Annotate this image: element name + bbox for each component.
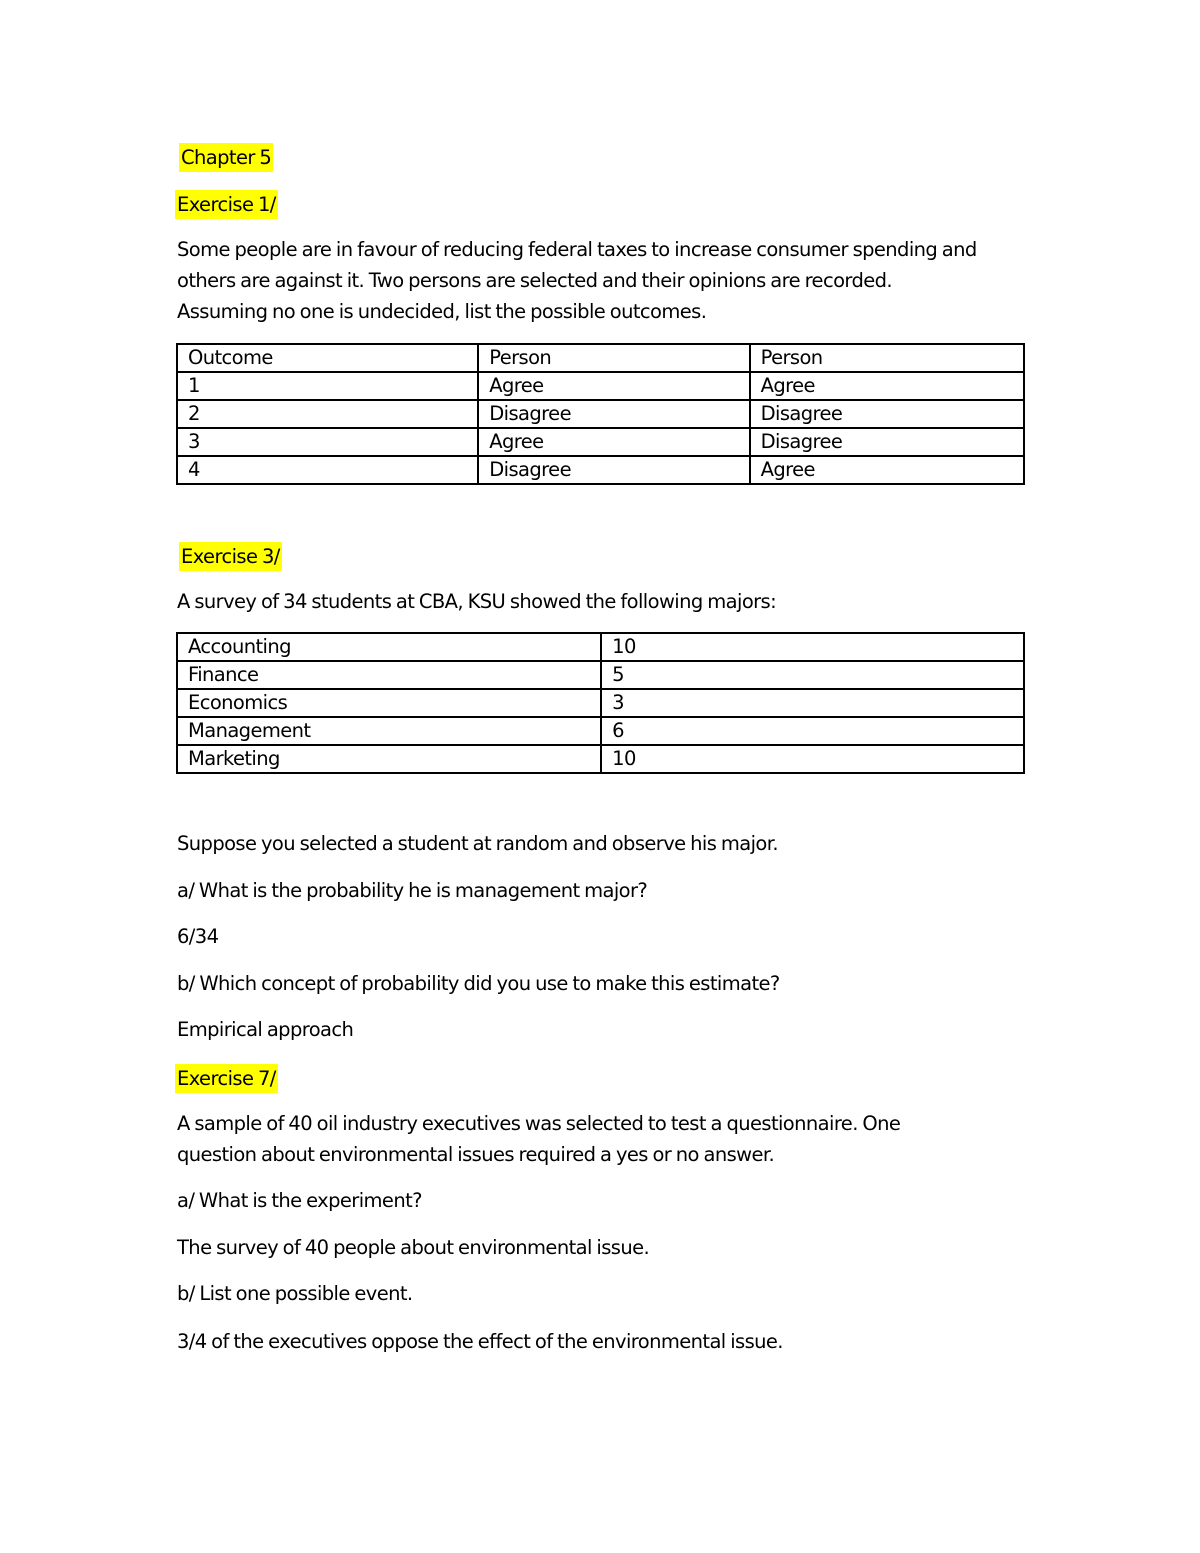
table-row: [177, 633, 1024, 661]
major-name: Management: [177, 717, 601, 745]
major-name: Economics: [177, 689, 601, 717]
exercise3-prompt: Suppose you selected a student at random and observe his major.: [177, 832, 778, 855]
table-header-row: [177, 344, 1024, 372]
table-cell: Agree: [478, 372, 749, 400]
major-count: 6: [601, 717, 1024, 745]
major-name: Finance: [177, 661, 601, 689]
table-cell: 4: [177, 456, 478, 484]
exercise1-text-line: Assuming no one is undecided, list the possible outcomes.: [177, 300, 707, 323]
answer-a: 6/34: [177, 925, 219, 948]
header-cell: Outcome: [177, 344, 478, 372]
header-cell: Person: [478, 344, 749, 372]
question-a: a/ What is the probability he is management major?: [177, 879, 648, 902]
table-cell: Agree: [750, 456, 1024, 484]
question-b: b/ Which concept of probability did you use to make this estimate?: [177, 972, 780, 995]
major-count: 10: [601, 745, 1024, 773]
table-row: [177, 717, 1024, 745]
answer-b: 3/4 of the executives oppose the effect of the environmental issue.: [177, 1330, 783, 1353]
exercise7-text-line: question about environmental issues required a yes or no answer.: [177, 1143, 775, 1166]
major-name: Accounting: [177, 633, 601, 661]
table-row: [177, 661, 1024, 689]
table-row: [177, 400, 1024, 428]
exercise1-text-line: Some people are in favour of reducing federal taxes to increase consumer spending and: [177, 238, 977, 261]
answer-b: Empirical approach: [177, 1018, 354, 1041]
table-cell: 2: [177, 400, 478, 428]
major-count: 10: [601, 633, 1024, 661]
exercise3-heading: Exercise 3/: [181, 542, 282, 571]
exercise7-heading: Exercise 7/: [177, 1064, 278, 1093]
exercise1-heading: Exercise 1/: [177, 190, 278, 219]
table-cell: Disagree: [750, 428, 1024, 456]
outcomes-table: [176, 343, 1025, 485]
table-row: [177, 689, 1024, 717]
table-cell: Disagree: [478, 400, 749, 428]
chapter-heading: Chapter 5: [181, 143, 273, 172]
question-b: b/ List one possible event.: [177, 1282, 413, 1305]
major-name: Marketing: [177, 745, 601, 773]
answer-a: The survey of 40 people about environmental issue.: [177, 1236, 650, 1259]
table-row: [177, 456, 1024, 484]
question-a: a/ What is the experiment?: [177, 1189, 422, 1212]
majors-table: [176, 632, 1025, 774]
table-cell: Disagree: [750, 400, 1024, 428]
table-cell: 1: [177, 372, 478, 400]
table-row: [177, 745, 1024, 773]
table-cell: 3: [177, 428, 478, 456]
exercise1-text-line: others are against it. Two persons are selected and their opinions are recorded.: [177, 269, 893, 292]
table-cell: Agree: [478, 428, 749, 456]
table-cell: Agree: [750, 372, 1024, 400]
table-row: [177, 428, 1024, 456]
major-count: 5: [601, 661, 1024, 689]
exercise3-intro: A survey of 34 students at CBA, KSU showed the following majors:: [177, 590, 777, 613]
major-count: 3: [601, 689, 1024, 717]
exercise7-text-line: A sample of 40 oil industry executives was selected to test a questionnaire. One: [177, 1112, 901, 1135]
header-cell: Person: [750, 344, 1024, 372]
table-row: [177, 372, 1024, 400]
table-cell: Disagree: [478, 456, 749, 484]
